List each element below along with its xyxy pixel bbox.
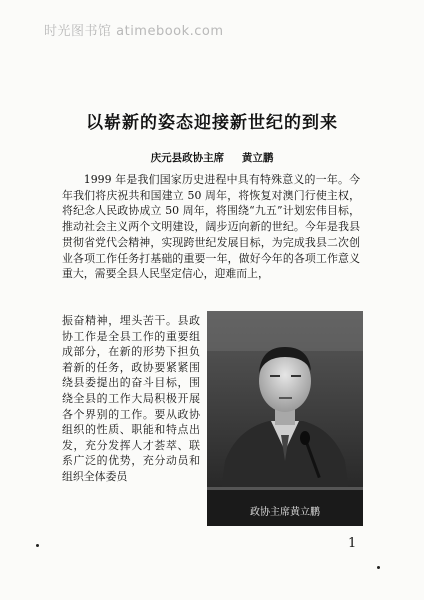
body-paragraph-narrow: 振奋精神，埋头苦干。县政协工作是全县工作的重要组成部分，在新的形势下担负着新的任务，政协要紧紧围绕县委提出的奋斗目标，围绕全县的工作大局积极开展各个界别的工作。要从政协组织的性质、职能和特点出发，充分发挥人才荟萃、联系广泛的优势，充分动员和组织全体委员 (62, 314, 200, 483)
page-number: 1 (348, 536, 357, 551)
scan-speck (36, 544, 39, 547)
watermark: 时光图书馆 atimebook.com (44, 24, 224, 39)
body-paragraph-wide: 1999 年是我们国家历史进程中具有特殊意义的一年。今年我们将庆祝共和国建立 50 周年，将恢复对澳门行使主权，将纪念人民政协成立 50 周年，将围绕“九五”计划宏伟目标，推动社会主义两个文明建设，阔步迈向新的世纪。今年是我县贯彻省党代会精神，实现跨世纪发展目标，为完成我县二次创业各项工作任务打基础的重要一年，做好今年的各项工作意义重大，需要全县人民坚定信心，迎难而上， (62, 173, 360, 281)
author-role: 庆元县政协主席 (150, 152, 225, 164)
scan-speck (377, 566, 380, 569)
portrait-illustration (207, 311, 363, 526)
portrait-photo (207, 311, 363, 526)
photo-caption: 政协主席黄立鹏 (250, 507, 320, 518)
author-name: 黄立鹏 (241, 152, 274, 164)
article-title: 以崭新的姿态迎接新世纪的到来 (86, 113, 338, 133)
byline (0, 150, 424, 165)
